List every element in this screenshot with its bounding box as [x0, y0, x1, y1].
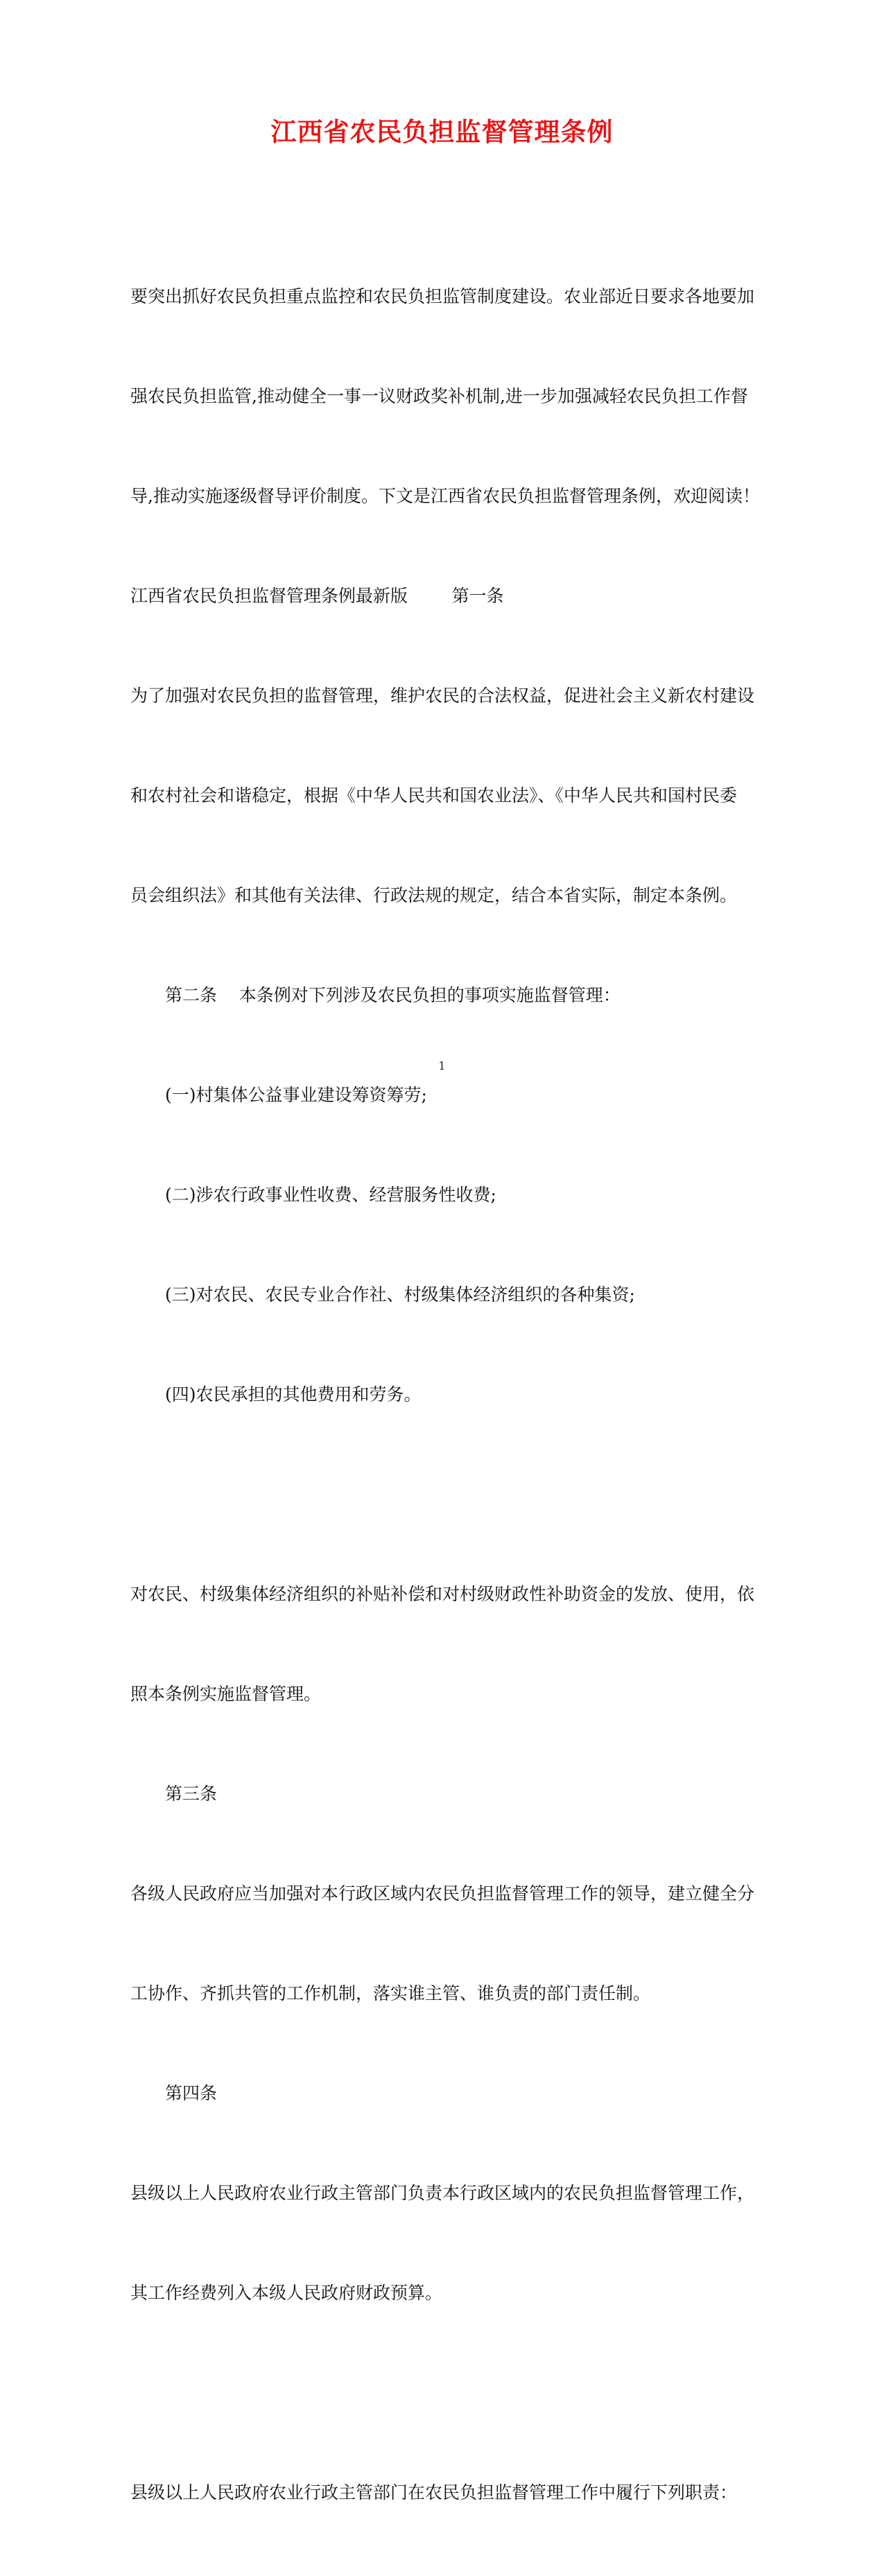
- paragraph-line: 强农民负担监管,推动健全一事一议财政奖补机制,进一步加强减轻农民负担工作督: [130, 386, 748, 406]
- article-heading: 第四条: [165, 2083, 218, 2103]
- paragraph-line: 各级人民政府应当加强对本行政区域内农民负担监督管理工作的领导，建立健全分: [130, 1883, 755, 1904]
- paragraph-line: 其工作经费列入本级人民政府财政预算。: [130, 2283, 443, 2303]
- list-item: (二)涉农行政事业性收费、经营服务性收费;: [165, 1185, 496, 1205]
- paragraph-line: 和农村社会和谐稳定，根据《中华人民共和国农业法》、《中华人民共和国村民委: [130, 785, 738, 806]
- paragraph-line: 照本条例实施监督管理。: [130, 1684, 322, 1704]
- article-heading: 第三条: [165, 1784, 218, 1804]
- paragraph-line: 员会组织法》和其他有关法律、行政法规的规定，结合本省实际，制定本条例。: [130, 885, 738, 905]
- paragraph-line: 导,推动实施逐级督导评价制度。下文是江西省农民负担监督管理条例，欢迎阅读！: [130, 486, 760, 506]
- paragraph-line: 工协作、齐抓共管的工作机制，落实谁主管、谁负责的部门责任制。: [130, 1983, 651, 2003]
- page-number: 1: [438, 1059, 446, 1072]
- paragraph-gap: [130, 2376, 754, 2410]
- paragraph-gap: [130, 1478, 754, 1511]
- paragraph-line: 县级以上人民政府农业行政主管部门负责本行政区域内的农民负担监督管理工作，: [130, 2183, 755, 2203]
- paragraph-line: 要突出抓好农民负担重点监控和农民负担监管制度建设。农业部近日要求各地要加: [130, 286, 755, 306]
- paragraph-line: 县级以上人民政府农业行政主管部门在农民负担监督管理工作中履行下列职责：: [130, 2482, 738, 2503]
- paragraph-line: 江西省农民负担监督管理条例最新版 第一条: [130, 586, 504, 606]
- article-heading: 第二条 本条例对下列涉及农民负担的事项实施监督管理：: [165, 985, 621, 1005]
- document-body: [130, 214, 760, 2576]
- paragraph-line: 为了加强对农民负担的监督管理，维护农民的合法权益，促进社会主义新农村建设: [130, 686, 755, 706]
- list-item: (四)农民承担的其他费用和劳务。: [165, 1384, 422, 1404]
- document-title: 江西省农民负担监督管理条例: [270, 116, 614, 147]
- paragraph-line: 对农民、村级集体经济组织的补贴补偿和对村级财政性补助资金的发放、使用，依: [130, 1584, 755, 1604]
- list-item: (一)村集体公益事业建设筹资筹劳;: [165, 1085, 427, 1105]
- list-item: (三)对农民、农民专业合作社、村级集体经济组织的各种集资;: [165, 1285, 635, 1305]
